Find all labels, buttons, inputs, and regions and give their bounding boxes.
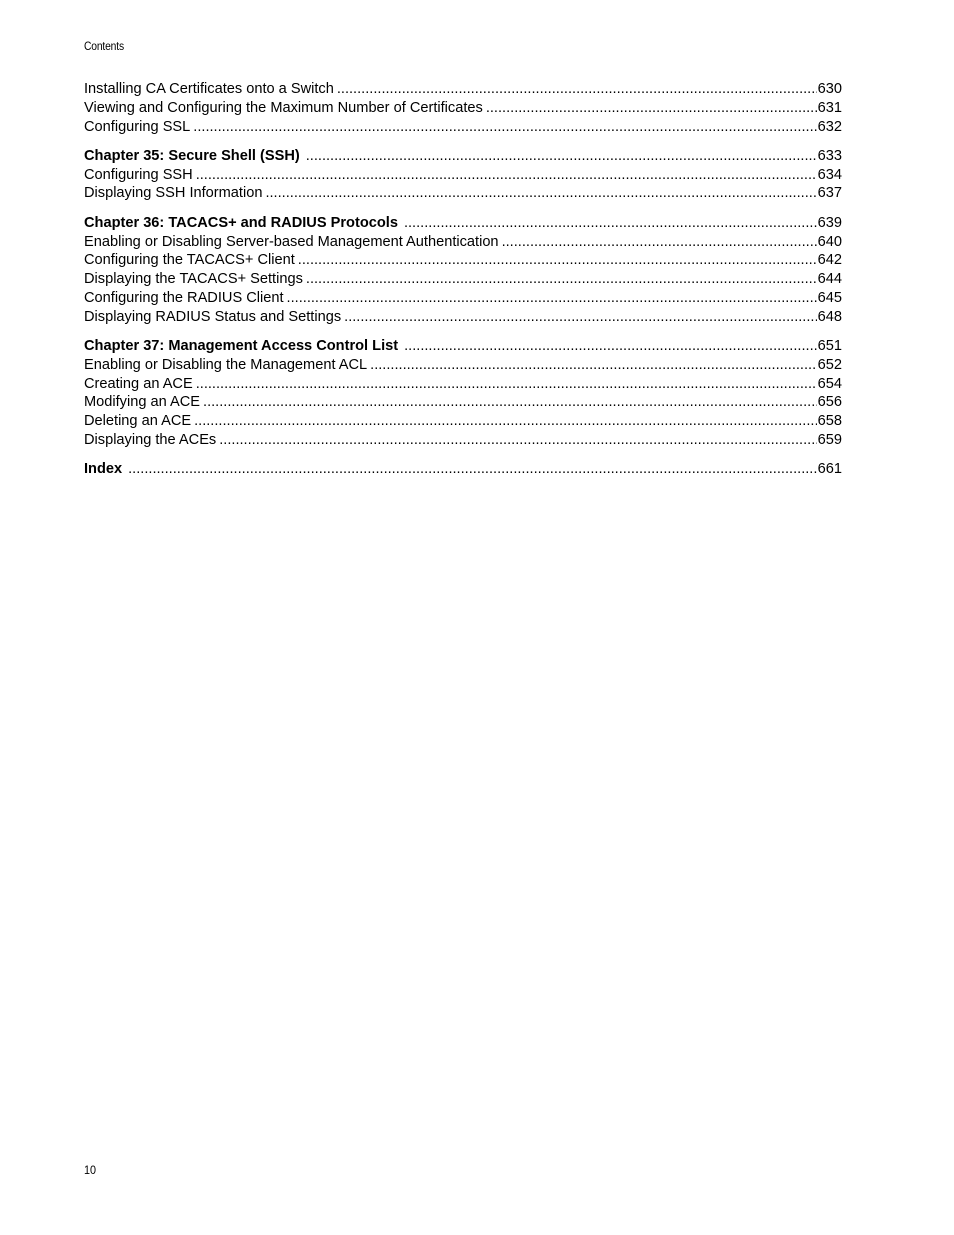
dot-leader (404, 214, 817, 233)
toc-index[interactable] (84, 460, 842, 479)
toc-chapter-title: Index (84, 461, 123, 478)
toc-entry-title: Configuring SSL (84, 118, 191, 135)
toc-chapter-37[interactable] (84, 337, 842, 356)
toc-entry-page: 648 (817, 308, 842, 325)
toc-entry-page: 634 (817, 166, 842, 183)
toc-entry-page: 659 (817, 432, 842, 449)
toc-entry[interactable] (84, 393, 842, 412)
toc-entry-page: 630 (817, 81, 842, 97)
toc-entry-title: Installing CA Certificates onto a Switch (84, 81, 334, 97)
toc-entry[interactable] (84, 412, 842, 431)
dot-leader (404, 337, 817, 356)
toc-entry-page: 652 (817, 356, 842, 373)
toc-entry-title: Displaying the ACEs (84, 432, 217, 449)
toc-entry-title: Configuring SSH (84, 166, 193, 183)
toc-entry[interactable] (84, 80, 842, 99)
dot-leader (502, 233, 817, 252)
toc-entry-title: Viewing and Configuring the Maximum Number of Certificates (84, 99, 483, 116)
toc-entry-page: 644 (817, 271, 842, 288)
toc-group (84, 147, 842, 203)
toc-entry-title: Displaying the TACACS+ Settings (84, 271, 303, 288)
dot-leader (370, 356, 817, 375)
dot-leader (194, 412, 817, 431)
toc-entry[interactable] (84, 99, 842, 118)
toc-entry-title: Configuring the TACACS+ Client (84, 252, 295, 269)
dot-leader (337, 80, 817, 99)
dot-leader (196, 166, 817, 185)
toc-entry-page: 633 (817, 147, 842, 164)
toc-entry[interactable] (84, 431, 842, 450)
toc-entry[interactable] (84, 184, 842, 203)
toc-entry-title: Modifying an ACE (84, 394, 201, 411)
toc-entry-title: Creating an ACE (84, 375, 193, 392)
toc-entry[interactable] (84, 308, 842, 327)
toc-entry-title: Displaying SSH Information (84, 185, 263, 202)
toc-entry-page: 637 (817, 185, 842, 202)
toc-entry-page: 632 (817, 118, 842, 135)
dot-leader (203, 393, 817, 412)
dot-leader (193, 118, 816, 137)
dot-leader (306, 147, 817, 166)
toc-entry-page: 642 (817, 252, 842, 269)
toc-entry-title: Deleting an ACE (84, 413, 192, 430)
table-of-contents (84, 80, 842, 490)
dot-leader (486, 99, 817, 118)
toc-chapter-title: Chapter 35: Secure Shell (SSH) (84, 147, 300, 164)
toc-chapter-35[interactable] (84, 147, 842, 166)
toc-entry-page: 639 (817, 214, 842, 231)
dot-leader (128, 460, 817, 479)
toc-entry-title: Displaying RADIUS Status and Settings (84, 308, 342, 325)
toc-entry-title: Enabling or Disabling the Management ACL (84, 356, 368, 373)
running-header: Contents (84, 39, 124, 53)
dot-leader (219, 431, 816, 450)
toc-group (84, 80, 842, 136)
dot-leader (287, 289, 817, 308)
toc-entry-page: 658 (817, 413, 842, 430)
toc-group (84, 460, 842, 479)
toc-entry-page: 661 (817, 461, 842, 478)
toc-group (84, 214, 842, 327)
toc-entry-title: Enabling or Disabling Server-based Management Authentication (84, 233, 499, 250)
toc-group (84, 337, 842, 450)
toc-entry[interactable] (84, 118, 842, 137)
toc-entry[interactable] (84, 166, 842, 185)
toc-entry[interactable] (84, 270, 842, 289)
toc-entry-page: 640 (817, 233, 842, 250)
toc-entry-page: 654 (817, 375, 842, 392)
toc-entry[interactable] (84, 233, 842, 252)
dot-leader (306, 270, 817, 289)
toc-entry[interactable] (84, 375, 842, 394)
dot-leader (196, 375, 817, 394)
dot-leader (265, 184, 816, 203)
toc-chapter-title: Chapter 36: TACACS+ and RADIUS Protocols (84, 214, 398, 231)
page-number: 10 (84, 1163, 97, 1177)
toc-entry[interactable] (84, 251, 842, 270)
toc-entry[interactable] (84, 289, 842, 308)
toc-entry-page: 651 (817, 338, 842, 355)
toc-chapter-36[interactable] (84, 214, 842, 233)
toc-entry-title: Configuring the RADIUS Client (84, 289, 284, 306)
dot-leader (298, 251, 817, 270)
toc-chapter-title: Chapter 37: Management Access Control List (84, 338, 399, 355)
toc-entry-page: 645 (817, 289, 842, 306)
toc-entry-page: 631 (817, 99, 842, 116)
toc-entry-page: 656 (817, 394, 842, 411)
toc-entry[interactable] (84, 356, 842, 375)
dot-leader (344, 308, 817, 327)
